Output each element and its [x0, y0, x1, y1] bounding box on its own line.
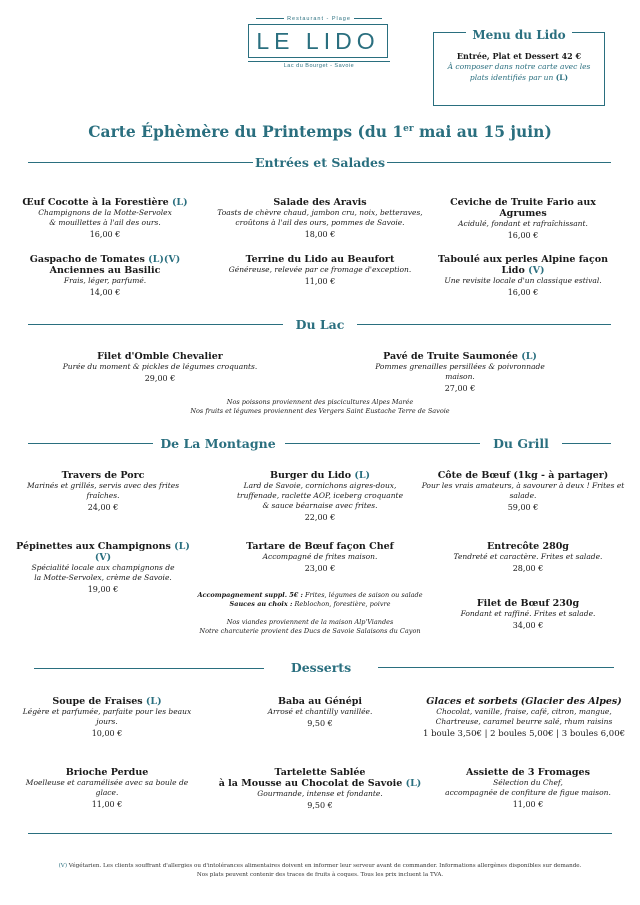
item-name-text: Gaspacho de Tomates: [29, 254, 145, 265]
divider: [28, 443, 153, 444]
divider: [28, 162, 253, 163]
item-name: [430, 767, 626, 778]
menu-item: [208, 197, 432, 241]
item-name: [208, 197, 432, 208]
item-description: Gourmande, intense et fondante.: [257, 789, 383, 798]
item-description: Arrosé et chantilly vanillée.: [267, 707, 373, 716]
page-title: Carte Éphèmère du Printemps (du 1er mai au 15 juin): [88, 122, 552, 141]
item-name: [418, 696, 630, 707]
item-name: [425, 254, 621, 276]
item-name: [412, 470, 634, 481]
menu-du-lido-box: [433, 28, 605, 106]
menu-box-title: Menu du Lido: [434, 24, 604, 43]
item-price: 11,00 €: [512, 800, 544, 809]
item-price: 24,00 €: [87, 503, 119, 512]
menu-item: [412, 470, 634, 514]
item-name-text: Soupe de Fraises: [52, 696, 143, 707]
item-tag: (L): [521, 351, 537, 362]
menu-item: [60, 351, 260, 385]
item-price: 18,00 €: [304, 230, 336, 239]
item-tag: (L): [405, 778, 422, 789]
divider: [562, 443, 611, 444]
item-name-text: Assiette de 3 Fromages: [466, 767, 590, 778]
item-description: Frais, léger, parfumé.: [63, 276, 147, 285]
item-name-text: Pavé de Truite Saumonée: [383, 351, 518, 362]
item-name: [14, 696, 200, 707]
item-tag: (L)(V): [148, 254, 181, 265]
menu-item: [425, 254, 621, 299]
menu-item: [208, 254, 432, 288]
divider: [28, 324, 283, 325]
item-name-text: Œuf Cocotte à la Forestière: [22, 197, 169, 208]
item-description: Moelleuse et caramélisée avec sa boule de glace.: [25, 778, 189, 797]
menu-item: [425, 197, 621, 242]
item-description: Spécialité locale aux champignons de: [31, 563, 175, 572]
item-name: [10, 470, 196, 481]
menu-item: [10, 541, 196, 596]
item-description: Légère et parfumée, parfaite pour les beaux jours.: [22, 707, 192, 726]
item-name: [360, 351, 560, 362]
item-price: 16,00 €: [507, 231, 539, 240]
logo-name: LE LIDO: [256, 27, 380, 54]
item-name-line2: Anciennes au Basilic: [49, 265, 161, 276]
item-name-text: Baba au Génépi: [277, 696, 363, 707]
viandes-note: Accompagnement suppl. 5€ : Frites, légumes de saison ou salade Sauces au choix : Reblochon, forestière, poivre Nos viandes proviennent de la maison Alp'Viandes Notre charcuterie provient des Ducs de Savoie Salaisons du Cayon: [197, 591, 423, 635]
section-title-desserts: Desserts: [290, 660, 352, 675]
item-name-text: Taboulé aux perles Alpine façon Lido: [438, 254, 608, 276]
item-description: Acidulé, fondant et rafraîchissant.: [458, 219, 588, 228]
item-price: 10,00 €: [91, 729, 123, 738]
menu-item: [20, 197, 190, 241]
item-price: 9,50 €: [307, 801, 333, 810]
item-price: 27,00 €: [444, 384, 476, 393]
item-name-text: Filet d'Omble Chevalier: [97, 351, 223, 362]
item-name-text: Salade des Aravis: [273, 197, 367, 208]
divider: [285, 443, 480, 444]
item-name-text: Travers de Porc: [61, 470, 145, 481]
item-description: la Motte-Servolex, crème de Savoie.: [34, 573, 172, 582]
item-description: Pommes grenailles persillées & poivronnade maison.: [375, 362, 545, 381]
menu-item: [430, 598, 626, 632]
item-price: 29,00 €: [144, 374, 176, 383]
item-name: [208, 767, 432, 778]
divider: [357, 324, 611, 325]
item-description: truffenade, raclette AOP, iceberg croquante: [236, 491, 404, 500]
item-price: 16,00 €: [507, 288, 539, 297]
item-description: accompagnée de confiture de figue maison.: [445, 788, 611, 797]
item-tag: (L): [145, 696, 162, 707]
item-name-text: Ceviche de Truite Fario aux Agrumes: [450, 197, 596, 219]
item-name: [14, 767, 200, 778]
menu-item: [430, 767, 626, 811]
divider: [28, 833, 612, 834]
item-name: [425, 197, 621, 219]
item-price: 16,00 €: [89, 230, 121, 239]
item-description: Généreuse, relevée par ce fromage d'exception.: [228, 265, 412, 274]
item-name: [208, 541, 432, 552]
item-description: Sélection du Chef,: [493, 778, 563, 787]
item-price: 34,00 €: [512, 621, 544, 630]
item-description: croûtons à l'ail des ours, pommes de Savoie.: [235, 218, 405, 227]
item-name-text: à la Mousse au Chocolat de Savoie: [218, 778, 403, 789]
lac-sourcing-note: Nos poissons proviennent des piscicultures Alpes Marée Nos fruits et légumes proviennent des Vergers Saint Eustache Terre de Savoie: [190, 398, 450, 415]
item-description: Chocolat, vanille, fraise, café, citron, mangue,: [436, 707, 612, 716]
item-price: 14,00 €: [89, 288, 121, 297]
menu-item: [14, 767, 200, 811]
item-name: [430, 541, 626, 552]
item-name-text: Côte de Bœuf (1kg - à partager): [437, 470, 609, 481]
item-name: [20, 197, 190, 208]
menu-item: [430, 541, 626, 575]
item-description: Tendreté et caractère. Frites et salade.: [453, 552, 603, 561]
item-description: Marinés et grillés, servis avec des frites fraîches.: [26, 481, 180, 500]
item-name: [10, 541, 196, 563]
footer-note: (V) Végétarien. Les clients souffrant d'allergies ou d'intolérances alimentaires doivent en informer leur serveur avant de commander. Informations allergènes disponibles sur demande. Nos plats peuvent contenir des traces de fruits à coques. Tous les prix incluent la TVA.: [58, 863, 582, 878]
menu-box-note: À composer dans notre carte avec les plats identifiés par un (L): [447, 62, 591, 82]
item-tag: (L): [354, 470, 371, 481]
item-name-text: Tartare de Bœuf façon Chef: [246, 541, 394, 552]
item-description: Lard de Savoie, cornichons aigres-doux,: [243, 481, 397, 490]
item-description: Toasts de chèvre chaud, jambon cru, noix, betteraves,: [217, 208, 423, 217]
menu-item: [208, 767, 432, 812]
item-name-text: Filet de Bœuf 230g: [476, 598, 580, 609]
item-description: & sauce béarnaise avec frites.: [262, 501, 378, 510]
item-name: [60, 351, 260, 362]
item-price: 22,00 €: [304, 513, 336, 522]
item-price: 9,50 €: [307, 719, 333, 728]
item-name-text: Tartelette Sablée: [274, 767, 366, 778]
menu-item: [208, 470, 432, 524]
menu-item: [10, 470, 196, 514]
logo: [248, 24, 388, 58]
item-name-text: Glaces et sorbets (Glacier des Alpes): [426, 696, 622, 707]
menu-item: [360, 351, 560, 395]
item-name-text: Entrecôte 280g: [487, 541, 569, 552]
item-price: 1 boule 3,50€ | 2 boules 5,00€ | 3 boules 6,00€: [422, 729, 626, 739]
divider: [378, 667, 614, 668]
item-name-line2: [208, 778, 432, 789]
section-title-lac: Du Lac: [295, 317, 345, 332]
section-title-montagne: De La Montagne: [160, 436, 276, 451]
item-name-text: Burger du Lido: [269, 470, 352, 481]
item-price: 59,00 €: [507, 503, 539, 512]
divider: [34, 668, 264, 669]
item-price: 28,00 €: [512, 564, 544, 573]
item-tag: (L)(V): [94, 541, 190, 563]
item-price: 11,00 €: [304, 277, 336, 286]
section-title-entrees: Entrées et Salades: [254, 155, 386, 170]
item-price: 11,00 €: [91, 800, 123, 809]
menu-box-offer: Entrée, Plat et Dessert 42 €: [456, 51, 582, 61]
logo-location: Lac du Bourget - Savoie: [248, 61, 390, 69]
menu-item: [20, 254, 190, 299]
item-description: Pour les vrais amateurs, à savourer à deux ! Frites et salade.: [421, 481, 625, 500]
item-name: [208, 254, 432, 265]
item-price: 19,00 €: [87, 585, 119, 594]
item-name: [208, 696, 432, 707]
section-title-grill: Du Grill: [493, 436, 549, 451]
item-description: Une revisite locale d'un classique estival.: [444, 276, 602, 285]
item-name-text: Terrine du Lido au Beaufort: [245, 254, 395, 265]
item-description: Chartreuse, caramel beurre salé, rhum raisins: [435, 717, 613, 726]
menu-item: [208, 696, 432, 730]
item-description: Purée du moment & pickles de légumes croquants.: [62, 362, 258, 371]
item-price: 23,00 €: [304, 564, 336, 573]
item-name: [208, 470, 432, 481]
item-description: Accompagné de frites maison.: [262, 552, 378, 561]
item-name: [20, 254, 190, 265]
menu-item: [208, 541, 432, 575]
menu-item: [14, 696, 200, 740]
item-description: & mouillettes à l'ail des ours.: [49, 218, 161, 227]
item-name: [430, 598, 626, 609]
item-description: Champignons de la Motte-Servolex: [38, 208, 172, 217]
item-name-text: Brioche Perdue: [65, 767, 149, 778]
logo-tagline: Restaurant - Plage: [248, 16, 390, 22]
menu-item: [418, 696, 630, 740]
divider: [387, 162, 611, 163]
item-tag: (L): [171, 197, 188, 208]
item-description: Fondant et raffiné. Frites et salade.: [460, 609, 596, 618]
item-tag: (V): [528, 265, 545, 276]
item-name-text: Pépinettes aux Champignons: [16, 541, 171, 552]
